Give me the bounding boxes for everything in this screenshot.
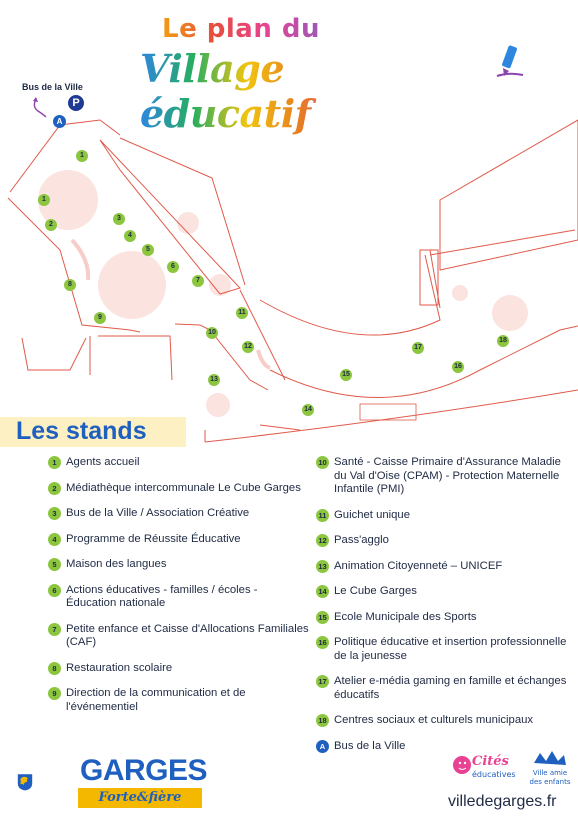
svg-text:éducatives: éducatives [472, 770, 516, 779]
list-item [48, 482, 310, 496]
map-pin-18: 18 [497, 335, 509, 347]
website-link[interactable]: villedegarges.fr [448, 793, 557, 810]
stand-number-badge: 5 [48, 558, 61, 571]
map-pin-16: 16 [452, 361, 464, 373]
list-item [48, 662, 310, 676]
stand-number-badge: 14 [316, 585, 329, 598]
stand-label: Maison des langues [66, 558, 167, 570]
map-pin-8: 8 [64, 279, 76, 291]
map-pin-2: 2 [45, 219, 57, 231]
stand-label: Programme de Réussite Éducative [66, 532, 241, 545]
list-item [316, 714, 572, 728]
map-pin-4: 4 [124, 230, 136, 242]
bus-stop-badge: A [316, 740, 329, 753]
stand-number-badge: 4 [48, 533, 61, 546]
stand-label: Direction de la communication et de l'événementiel [66, 687, 246, 713]
list-item [316, 560, 572, 574]
stand-label: Pass'agglo [334, 534, 389, 546]
stand-label: Animation Citoyenneté – UNICEF [334, 559, 503, 572]
list-item [316, 456, 572, 497]
stand-number-badge: 7 [48, 623, 61, 636]
list-item [48, 507, 310, 521]
stands-list-right [316, 456, 572, 753]
map-pin-5: 5 [142, 244, 154, 256]
map-pin-15: 15 [340, 369, 352, 381]
stand-label: Le Cube Garges [334, 585, 417, 597]
stand-label: Petite enfance et Caisse d'Allocations Familiales (CAF) [66, 622, 309, 648]
map-pin-9: 9 [94, 312, 106, 324]
list-item [316, 675, 572, 702]
list-item [48, 584, 310, 611]
map-pin-3: 3 [113, 213, 125, 225]
map-pin-17: 17 [412, 342, 424, 354]
stand-label: Actions éducatives - familles / écoles - Éducation nationale [66, 583, 258, 609]
garges-logo [16, 752, 76, 812]
stand-label: Bus de la Ville [334, 739, 406, 752]
stand-number-badge: 18 [316, 714, 329, 727]
bus-stop-icon: A [53, 115, 66, 128]
map-outlines [8, 120, 578, 442]
map-pin-14: 14 [302, 404, 314, 416]
stand-number-badge: 13 [316, 560, 329, 573]
map-pin-11: 11 [236, 307, 248, 319]
list-item [48, 533, 310, 547]
stand-number-badge: 11 [316, 509, 329, 522]
bus-route-icon [30, 97, 50, 119]
stand-number-badge: 15 [316, 611, 329, 624]
list-item [316, 636, 572, 663]
pen-icon [495, 44, 525, 78]
stand-label: Atelier e-média gaming en famille et échanges éducatifs [334, 675, 567, 701]
stand-number-badge: 12 [316, 534, 329, 547]
cites-educatives-logo [440, 745, 518, 785]
map-pin-1: 1 [76, 150, 88, 162]
stand-label: Bus de la Ville / Association Créative [66, 507, 250, 519]
stand-label: Ecole Municipale des Sports [334, 610, 477, 623]
stand-label: Restauration scolaire [66, 661, 173, 674]
title-line-2: Village éducatif [140, 46, 460, 136]
list-item [316, 611, 572, 625]
stand-label: Centres sociaux et culturels municipaux [334, 714, 534, 726]
stand-number-badge: 17 [316, 675, 329, 688]
stand-number-badge: 6 [48, 584, 61, 597]
stand-number-badge: 16 [316, 636, 329, 649]
stand-number-badge: 3 [48, 507, 61, 520]
city-motto: Forte&fière [78, 788, 202, 808]
stand-number-badge: 10 [316, 456, 329, 469]
stand-label: Guichet unique [334, 508, 410, 521]
svg-text:Ville amie: Ville amie [532, 769, 568, 777]
ville-amie-des-enfants-logo [526, 745, 572, 791]
map-pin-6: 6 [167, 261, 179, 273]
site-map [0, 80, 578, 450]
map-pin-7: 7 [192, 275, 204, 287]
stand-number-badge: 8 [48, 662, 61, 675]
parking-icon: P [68, 95, 84, 111]
map-pin-12: 12 [242, 341, 254, 353]
list-item [48, 456, 310, 470]
list-item [48, 687, 310, 714]
section-title: Les stands [16, 417, 147, 445]
map-pin-1b: 1 [38, 194, 50, 206]
stand-label: Santé - Caisse Primaire d'Assurance Maladie du Val d'Oise (CPAM) - Protection Maternelle Infantile (PMI) [334, 456, 561, 495]
list-item [316, 509, 572, 523]
list-item [48, 558, 310, 572]
title-line-1: Le plan du [162, 14, 321, 44]
stands-list-left [48, 456, 310, 714]
stand-number-badge: 1 [48, 456, 61, 469]
svg-text:Cités: Cités [472, 754, 509, 769]
bus-label: Bus de la Ville [22, 82, 83, 92]
map-pin-10: 10 [206, 327, 218, 339]
stand-label: Politique éducative et insertion professionnelle de la jeunesse [334, 636, 567, 662]
list-item [316, 534, 572, 548]
svg-text:des enfants: des enfants [529, 778, 571, 786]
stand-number-badge: 2 [48, 482, 61, 495]
stand-label: Agents accueil [66, 456, 140, 468]
map-pin-13: 13 [208, 374, 220, 386]
city-name: GARGES [80, 754, 208, 787]
stand-number-badge: 9 [48, 687, 61, 700]
list-item [316, 585, 572, 599]
stand-label: Médiathèque intercommunale Le Cube Garges [66, 481, 301, 494]
list-item [48, 623, 310, 650]
